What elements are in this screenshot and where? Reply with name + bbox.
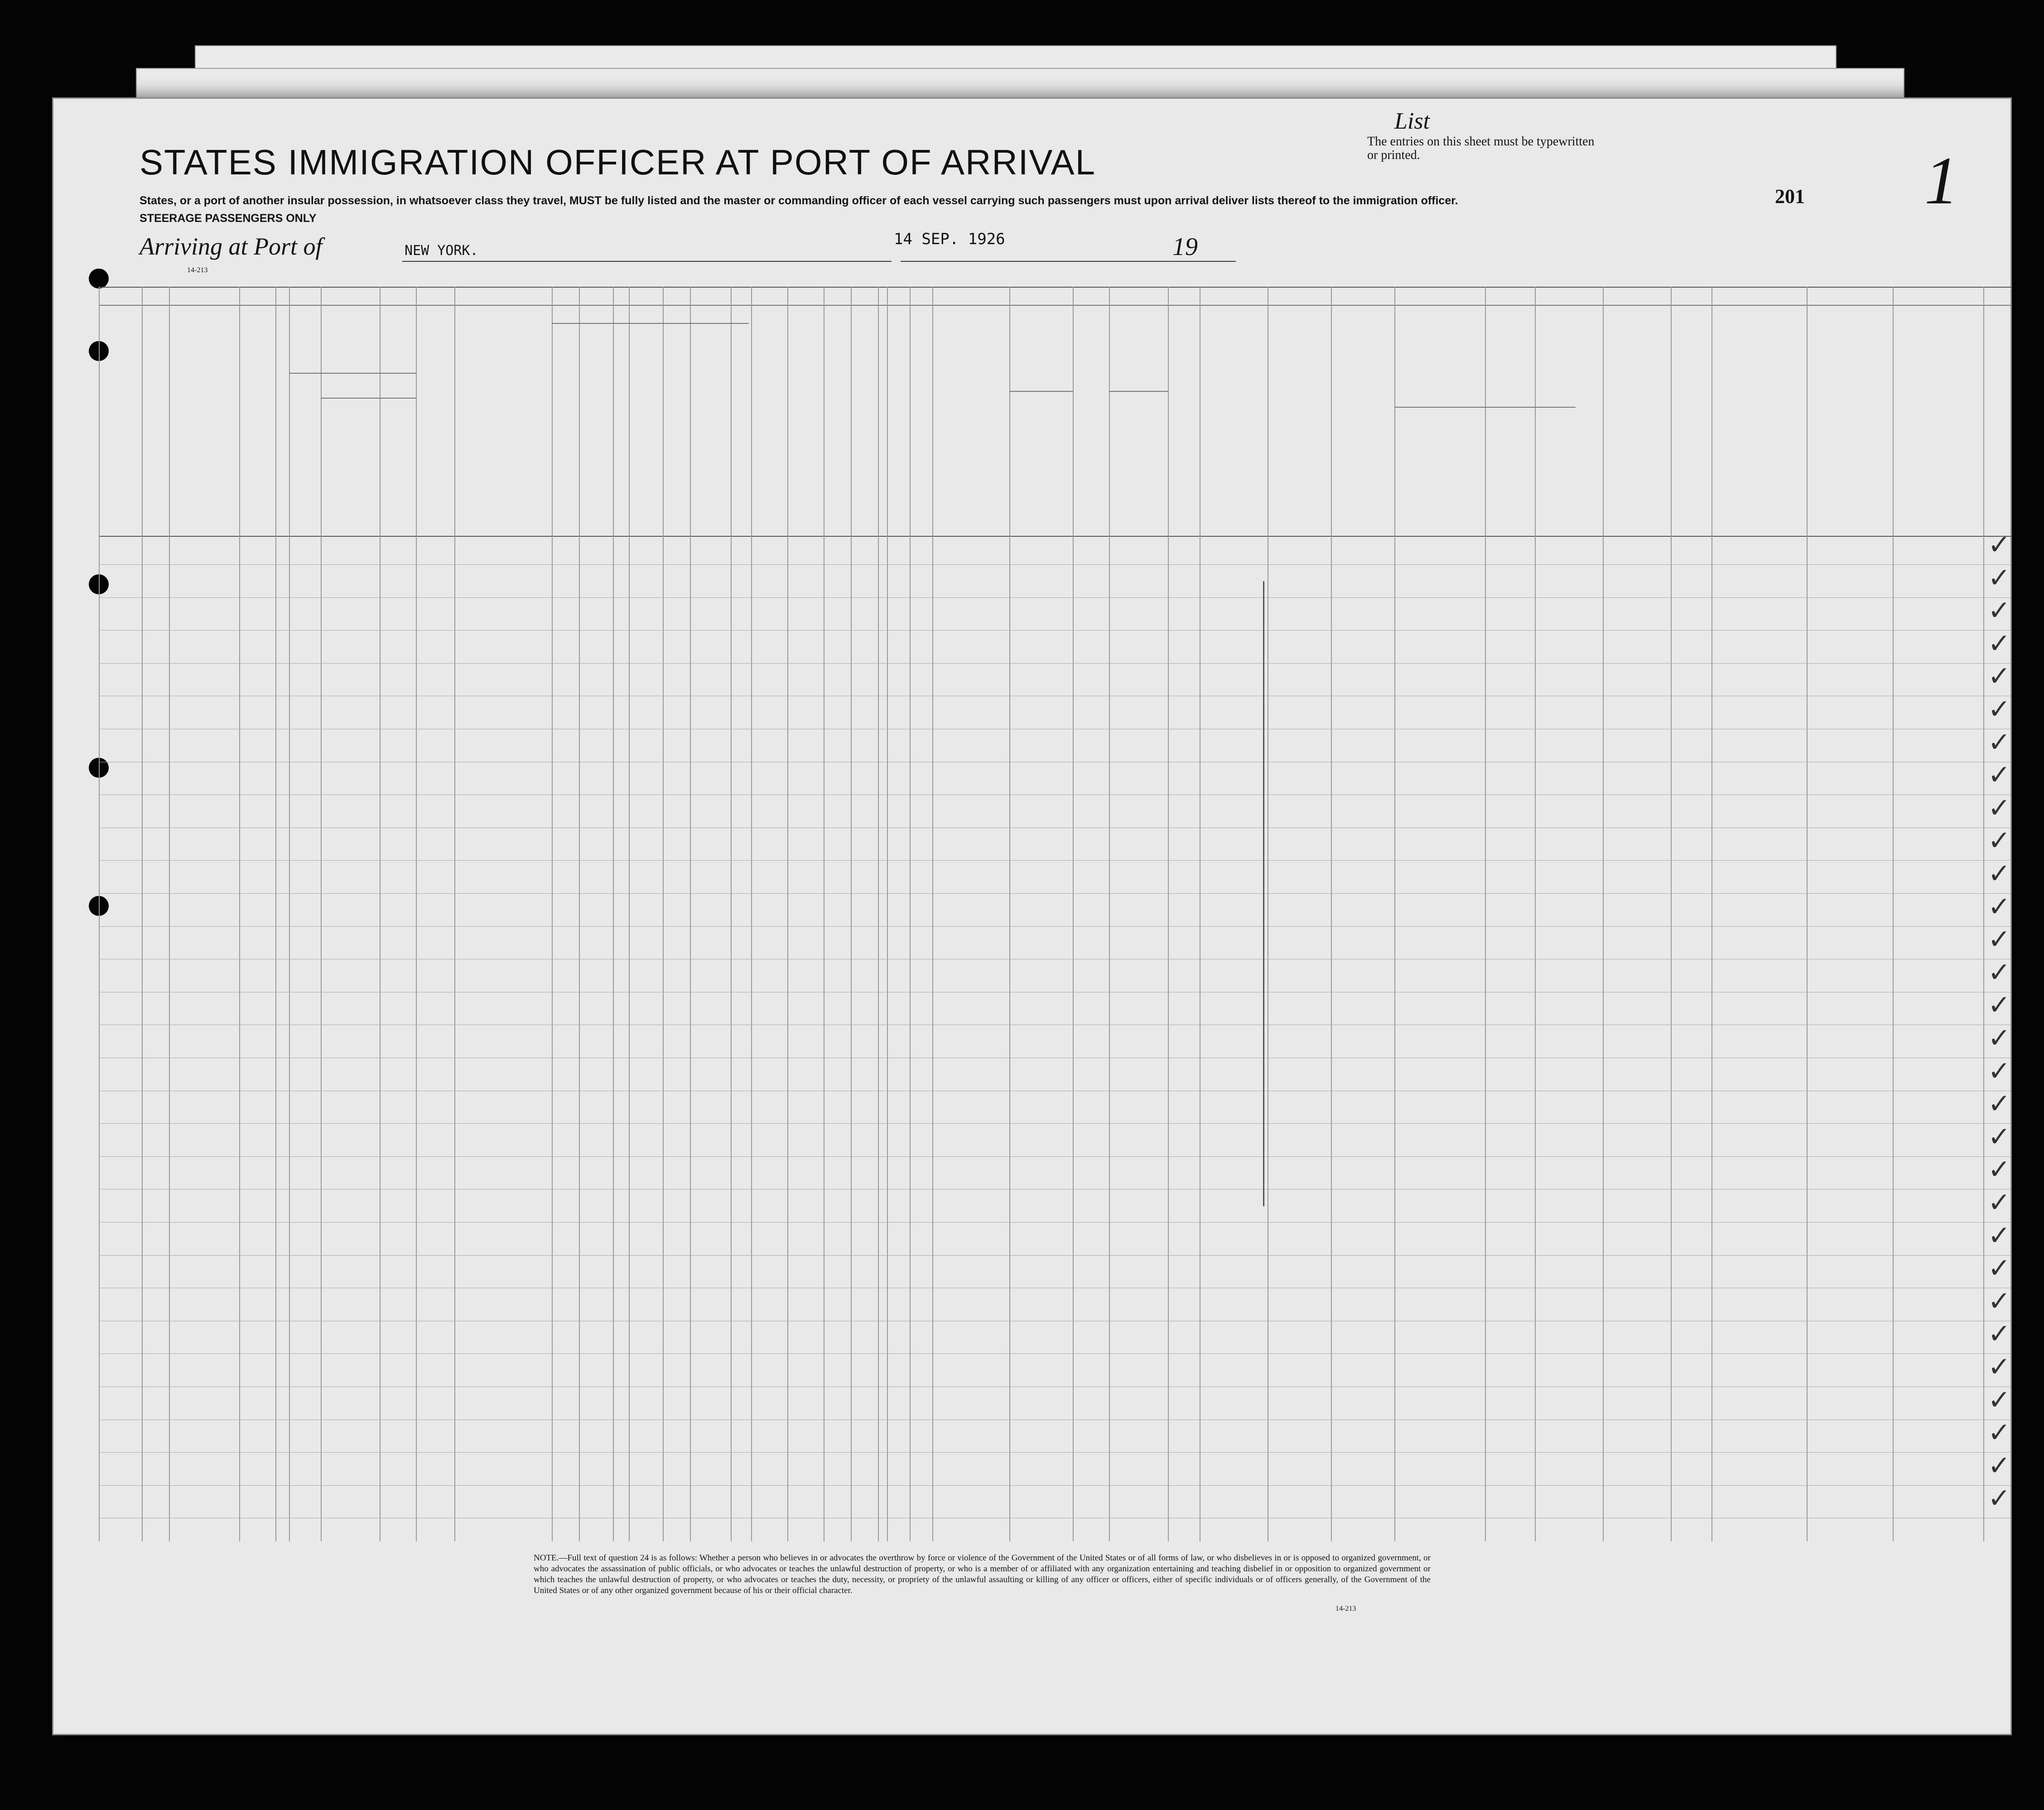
check-mark: ✓ bbox=[1988, 825, 2011, 857]
check-mark: ✓ bbox=[1988, 1351, 2011, 1383]
check-mark: ✓ bbox=[1988, 1252, 2011, 1285]
subheader-rule bbox=[1394, 407, 1576, 408]
header-polygamist bbox=[697, 323, 715, 527]
manifest-table bbox=[99, 287, 2010, 1541]
footnote: NOTE.—Full text of question 24 is as follows: Whether a person who believes in or advocates the overthrow by force or violence of the Government of the United States or of all forms of law, or who disbelieves in or is opposed to organized government, or who advocates the assassination of public officials, or who advocates or teaches the unlawful destruction of property, or who is a member of or affiliated with any organization entertaining and teaching disbelief in or opposition to organized government or which teaches the unlawful destruction of property, or who advocates or teaches the duty, necessity, or propriety of the unlawful assaulting or killing of any officer or officers, either of specific individuals or of officers generally, of the Government of the United States or of any other organized government because of his or their official character. bbox=[534, 1553, 1431, 1595]
header-deported bbox=[826, 323, 848, 527]
header-yes-no bbox=[298, 400, 312, 491]
table-row-rule bbox=[99, 794, 2010, 795]
check-mark: ✓ bbox=[1988, 726, 2011, 758]
instructions: States, or a port of another insular possession, in whatsoever class they travel, MUST be fully listed and the master or commanding officer of each vessel carrying such passengers must upon arrival deliver lists thereof to the immigration officer. bbox=[140, 194, 1458, 207]
table-row-rule bbox=[99, 1222, 2010, 1223]
check-mark: ✓ bbox=[1988, 1219, 2011, 1252]
table-body-rule bbox=[99, 536, 2011, 537]
check-mark: ✓ bbox=[1988, 1483, 2011, 1515]
table-row-rule bbox=[99, 1123, 2010, 1124]
check-mark: ✓ bbox=[1988, 1187, 2011, 1218]
port-value: NEW YORK. bbox=[405, 243, 478, 259]
table-row-rule bbox=[99, 564, 2010, 565]
table-row-rule bbox=[99, 1353, 2010, 1354]
handwritten-bracket bbox=[1263, 581, 1264, 1206]
header-purpose-a bbox=[555, 323, 578, 527]
header-purpose-b bbox=[588, 323, 606, 527]
header-prison bbox=[665, 323, 688, 527]
subheader-rule bbox=[1009, 391, 1073, 392]
check-mark: ✓ bbox=[1988, 924, 2011, 956]
header-overthrow bbox=[756, 323, 783, 527]
arriving-label: Arriving at Port of bbox=[140, 233, 323, 260]
check-mark: ✓ bbox=[1988, 989, 2011, 1021]
check-mark: ✓ bbox=[1988, 1318, 2011, 1350]
check-mark: ✓ bbox=[1988, 1154, 2011, 1186]
subheader-rule bbox=[321, 398, 416, 399]
page-title: STATES IMMIGRATION OFFICER AT PORT OF ARRIVAL bbox=[140, 142, 1096, 182]
table-row-rule bbox=[99, 663, 2010, 664]
steerage-label: STEERAGE PASSENGERS ONLY bbox=[140, 212, 317, 225]
check-mark: ✓ bbox=[1988, 1417, 2011, 1449]
table-row-rule bbox=[99, 630, 2010, 631]
check-mark: ✓ bbox=[1988, 759, 2011, 791]
header-feet bbox=[1018, 418, 1032, 472]
list-label: List bbox=[1394, 108, 1430, 134]
check-mark: ✓ bbox=[1988, 1121, 2011, 1153]
header-possession bbox=[244, 314, 271, 527]
check-mark: ✓ bbox=[1988, 891, 2011, 923]
page-mark: 1 bbox=[1924, 143, 1958, 218]
header-purpose-c bbox=[631, 323, 651, 527]
table-row-rule bbox=[99, 926, 2010, 927]
entries-note: The entries on this sheet must be typewritten or printed. bbox=[1367, 135, 1595, 162]
header-ticket bbox=[146, 314, 166, 527]
check-mark: ✓ bbox=[1988, 1449, 2011, 1482]
check-mark: ✓ bbox=[1988, 529, 2011, 561]
table-row-rule bbox=[99, 893, 2010, 894]
check-mark: ✓ bbox=[1988, 956, 2011, 988]
date-stamp: 14 SEP. 1926 bbox=[894, 230, 1005, 248]
check-mark: ✓ bbox=[1988, 858, 2011, 890]
check-mark: ✓ bbox=[1988, 1088, 2011, 1120]
footer-form-number: 14-213 bbox=[1335, 1605, 1356, 1613]
check-mark: ✓ bbox=[1988, 1022, 2011, 1054]
header-contract bbox=[792, 323, 819, 527]
table-row-rule bbox=[99, 1452, 2010, 1453]
table-header-rule bbox=[99, 305, 2011, 306]
table-row-rule bbox=[99, 1156, 2010, 1157]
header-anarchist bbox=[733, 323, 749, 527]
table-row-rule bbox=[99, 1255, 2010, 1256]
check-mark: ✓ bbox=[1988, 1384, 2011, 1416]
table-row-rule bbox=[99, 597, 2010, 598]
year-prefix: 19 bbox=[1172, 233, 1198, 261]
check-mark: ✓ bbox=[1988, 562, 2011, 594]
check-mark: ✓ bbox=[1988, 627, 2011, 659]
subheader-rule bbox=[289, 373, 416, 374]
punch-hole bbox=[89, 269, 109, 289]
manifest-sheet bbox=[52, 97, 2012, 1735]
subheader-rule bbox=[552, 323, 749, 324]
sheet-number: 201 bbox=[1775, 185, 1805, 207]
subheader-rule bbox=[1109, 391, 1168, 392]
check-mark: ✓ bbox=[1988, 1285, 2011, 1317]
table-row-rule bbox=[99, 860, 2010, 861]
table-top-rule bbox=[99, 287, 2011, 288]
form-number: 14-213 bbox=[187, 266, 208, 274]
check-mark: ✓ bbox=[1988, 1055, 2011, 1087]
header-inches bbox=[1050, 418, 1064, 472]
check-mark: ✓ bbox=[1988, 595, 2011, 627]
check-mark: ✓ bbox=[1988, 693, 2011, 725]
table-row-rule bbox=[99, 1386, 2010, 1387]
check-mark: ✓ bbox=[1988, 792, 2011, 824]
check-mark: ✓ bbox=[1988, 660, 2011, 693]
table-row-rule bbox=[99, 1485, 2010, 1486]
